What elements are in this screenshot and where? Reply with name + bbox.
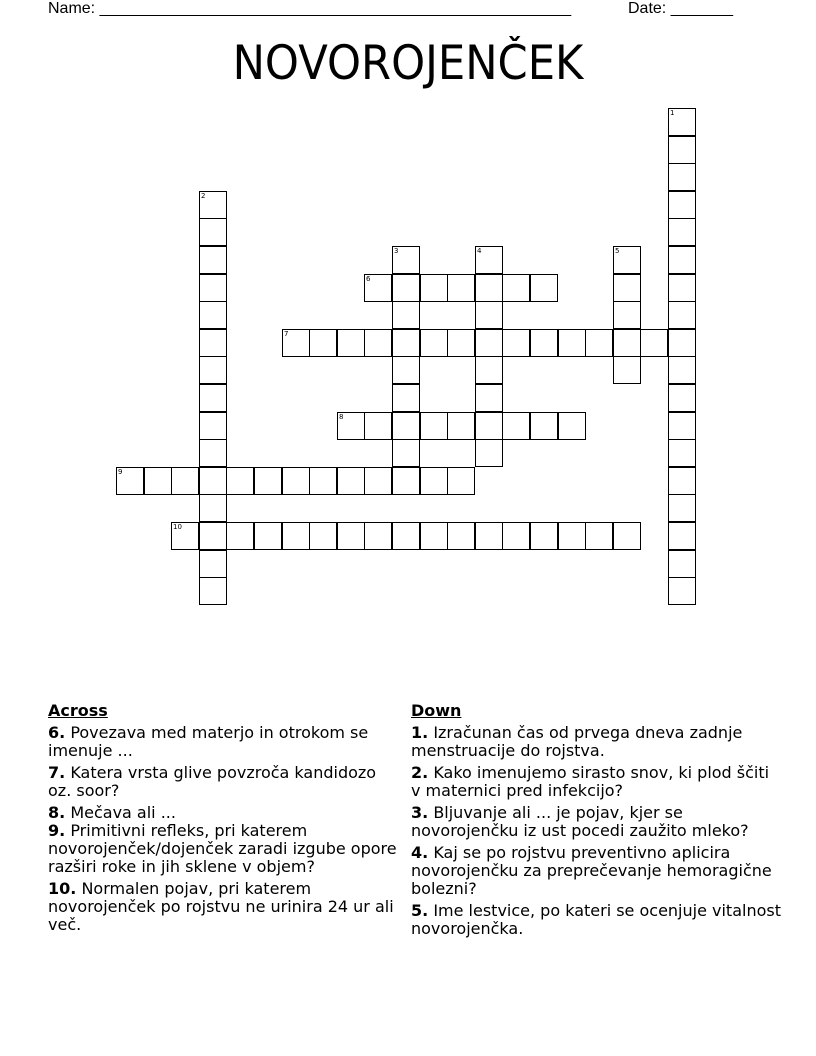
crossword-cell[interactable] [475,412,503,440]
cell-number: 6 [366,275,371,283]
crossword-cell[interactable] [420,522,448,550]
crossword-cell[interactable] [530,522,558,550]
crossword-cell[interactable] [475,301,503,329]
crossword-cell[interactable] [420,467,448,495]
name-field-label[interactable]: Name: _____________________________________________________ [48,0,572,17]
clue-across-7 [48,764,398,800]
crossword-cell[interactable] [613,522,641,550]
clue-number: 3. [411,803,429,822]
clue-number: 7. [48,763,66,782]
crossword-cell[interactable] [364,274,392,302]
crossword-cell[interactable] [392,301,420,329]
crossword-cell[interactable] [668,191,696,219]
crossword-cell[interactable] [337,412,365,440]
crossword-cell[interactable] [668,522,696,550]
crossword-cell[interactable] [502,274,530,302]
clue-text: Ime lestvice, po kateri se ocenjuje vitalnost novorojenčka. [411,901,781,938]
crossword-cell[interactable] [282,467,310,495]
clue-down-3 [411,804,781,840]
crossword-cell[interactable] [530,329,558,357]
clue-number: 6. [48,723,66,742]
clue-text: Primitivni refleks, pri katerem novorojenček/dojenček zaradi izgube opore razširi roke in jih sklene v objem? [48,821,397,876]
clue-number: 9. [48,821,66,840]
crossword-cell[interactable] [392,412,420,440]
crossword-cell[interactable] [282,329,310,357]
crossword-cell[interactable] [668,412,696,440]
clue-text: Bljuvanje ali ... je pojav, kjer se novorojenčku iz ust pocedi zaužito mleko? [411,803,749,840]
clue-down-5 [411,902,781,938]
crossword-cell[interactable] [392,246,420,274]
crossword-cell[interactable] [392,329,420,357]
crossword-cell[interactable] [475,384,503,412]
crossword-cell[interactable] [199,577,227,605]
crossword-cell[interactable] [254,467,282,495]
date-field-label[interactable]: Date: _______ [628,0,733,17]
clue-text: Mečava ali ... [70,803,176,822]
crossword-cell[interactable] [392,522,420,550]
crossword-cell[interactable] [171,522,199,550]
crossword-cell[interactable] [199,522,227,550]
crossword-cell[interactable] [337,329,365,357]
crossword-cell[interactable] [558,412,586,440]
crossword-cell[interactable] [475,439,503,467]
crossword-cell[interactable] [392,384,420,412]
crossword-cell[interactable] [364,467,392,495]
crossword-cell[interactable] [585,522,613,550]
crossword-cell[interactable] [668,274,696,302]
crossword-cell[interactable] [668,494,696,522]
crossword-cell[interactable] [530,412,558,440]
crossword-cell[interactable] [668,384,696,412]
crossword-cell[interactable] [668,163,696,191]
crossword-cell[interactable] [613,274,641,302]
clue-number: 10. [48,879,77,898]
crossword-cell[interactable] [668,550,696,578]
crossword-cell[interactable] [392,274,420,302]
clue-text: Katera vrsta glive povzroča kandidozo oz. soor? [48,763,377,800]
crossword-cell[interactable] [392,439,420,467]
crossword-cell[interactable] [254,522,282,550]
down-clues [411,702,781,942]
clue-number: 5. [411,901,429,920]
clue-text: Normalen pojav, pri katerem novorojenček po rojstvu ne urinira 24 ur ali več. [48,879,394,934]
crossword-cell[interactable] [199,274,227,302]
crossword-cell[interactable] [199,494,227,522]
crossword-cell[interactable] [613,356,641,384]
crossword-cell[interactable] [668,577,696,605]
crossword-cell[interactable] [668,218,696,246]
crossword-cell[interactable] [226,522,254,550]
across-clues [48,702,398,938]
crossword-cell[interactable] [392,467,420,495]
clue-text: Povezava med materjo in otrokom se imenuje ... [48,723,369,760]
crossword-cell[interactable] [502,329,530,357]
crossword-cell[interactable] [475,356,503,384]
crossword-cell[interactable] [668,108,696,136]
cell-number: 8 [339,413,344,421]
crossword-cell[interactable] [199,356,227,384]
clue-text: Izračunan čas od prvega dneva zadnje menstruacije do rojstva. [411,723,743,760]
clue-down-2 [411,764,781,800]
crossword-cell[interactable] [613,301,641,329]
crossword-cell[interactable] [199,467,227,495]
crossword-cell[interactable] [530,274,558,302]
crossword-cell[interactable] [475,329,503,357]
crossword-cell[interactable] [364,412,392,440]
crossword-cell[interactable] [585,329,613,357]
crossword-cell[interactable] [475,522,503,550]
crossword-cell[interactable] [420,412,448,440]
crossword-cell[interactable] [199,246,227,274]
clue-text: Kaj se po rojstvu preventivno aplicira novorojenčku za preprečevanje hemoragične bolezni? [411,843,772,898]
crossword-cell[interactable] [668,136,696,164]
clue-across-9 [48,822,398,876]
crossword-cell[interactable] [144,467,172,495]
crossword-cell[interactable] [199,412,227,440]
crossword-cell[interactable] [282,522,310,550]
crossword-cell[interactable] [116,467,144,495]
crossword-cell[interactable] [309,329,337,357]
crossword-cell[interactable] [668,246,696,274]
crossword-cell[interactable] [420,274,448,302]
crossword-cell[interactable] [613,246,641,274]
crossword-cell[interactable] [199,191,227,219]
clue-number: 8. [48,803,66,822]
crossword-cell[interactable] [475,246,503,274]
crossword-cell[interactable] [447,522,475,550]
across-heading: Across [48,701,108,720]
crossword-cell[interactable] [337,467,365,495]
crossword-cell[interactable] [613,329,641,357]
crossword-cell[interactable] [640,329,668,357]
crossword-cell[interactable] [199,439,227,467]
crossword-cell[interactable] [364,522,392,550]
crossword-cell[interactable] [226,467,254,495]
crossword-cell[interactable] [447,412,475,440]
page-title: NOVOROJENČEK [232,36,584,91]
clue-across-8 [48,804,398,822]
cell-number: 10 [173,523,182,531]
crossword-cell[interactable] [447,274,475,302]
crossword-cell[interactable] [668,301,696,329]
crossword-cell[interactable] [309,522,337,550]
crossword-cell[interactable] [199,550,227,578]
clue-number: 2. [411,763,429,782]
crossword-cell[interactable] [199,384,227,412]
cell-number: 3 [394,247,399,255]
cell-number: 4 [477,247,482,255]
clue-across-10 [48,880,398,934]
crossword-cell[interactable] [447,467,475,495]
clue-text: Kako imenujemo sirasto snov, ki plod ščiti v maternici pred infekcijo? [411,763,770,800]
clue-number: 1. [411,723,429,742]
crossword-cell[interactable] [199,301,227,329]
clue-across-6 [48,724,398,760]
crossword-cell[interactable] [668,356,696,384]
crossword-cell[interactable] [668,439,696,467]
crossword-cell[interactable] [337,522,365,550]
crossword-cell[interactable] [364,329,392,357]
cell-number: 1 [670,109,675,117]
crossword-cell[interactable] [199,218,227,246]
crossword-cell[interactable] [171,467,199,495]
crossword-cell[interactable] [447,329,475,357]
cell-number: 7 [284,330,289,338]
crossword-cell[interactable] [668,329,696,357]
clue-down-4 [411,844,781,898]
crossword-cell[interactable] [392,356,420,384]
clue-number: 4. [411,843,429,862]
cell-number: 9 [118,468,123,476]
crossword-cell[interactable] [309,467,337,495]
crossword-cell[interactable] [199,329,227,357]
crossword-cell[interactable] [502,522,530,550]
crossword-cell[interactable] [502,412,530,440]
crossword-cell[interactable] [558,522,586,550]
down-heading: Down [411,701,462,720]
crossword-cell[interactable] [420,329,448,357]
crossword-cell[interactable] [558,329,586,357]
clue-down-1 [411,724,781,760]
crossword-cell[interactable] [668,467,696,495]
cell-number: 5 [615,247,620,255]
crossword-cell[interactable] [475,274,503,302]
cell-number: 2 [201,192,206,200]
